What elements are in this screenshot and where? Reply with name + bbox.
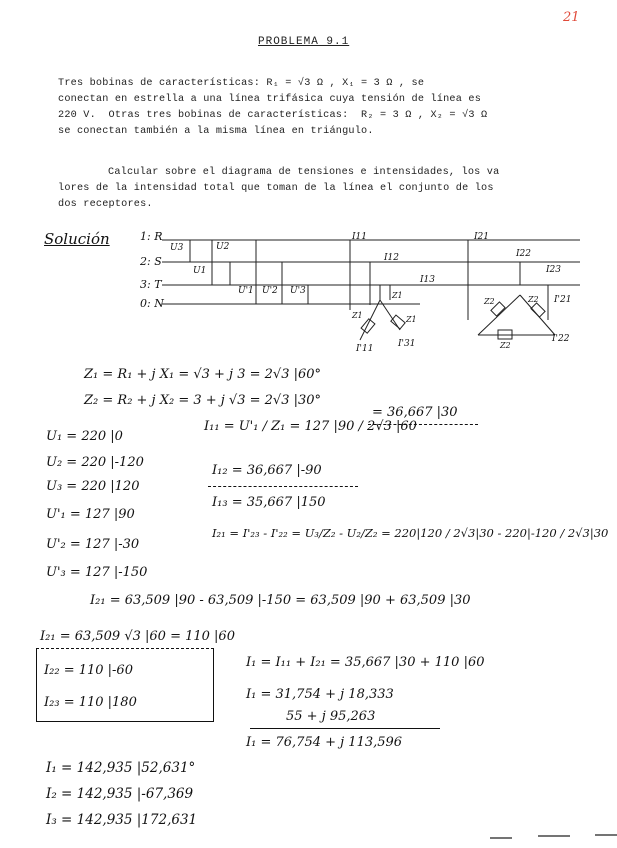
statement-line-6: lores de la intensidad total que toman de la línea el conjunto de los	[58, 183, 494, 194]
eq-i22: I₂₂ = 110 |-60	[44, 663, 133, 678]
eq-i1-b: 55 + j 95,263	[286, 709, 376, 724]
statement-line-2: conectan en estrella a una línea trifásica cuya tensión de línea es	[58, 94, 482, 105]
eq-z2: Z₂ = R₂ + j X₂ = 3 + j √3 = 2√3 |30°	[84, 393, 322, 408]
label-u-prime-3: U'3	[290, 286, 306, 296]
label-u-prime-2: U'2	[262, 286, 278, 296]
eq-i13: I₁₃ = 35,667 |150	[212, 495, 326, 510]
eq-i12: I₁₂ = 36,667 |-90	[212, 463, 322, 478]
eq-i1-a: I₁ = 31,754 + j 18,333	[246, 687, 394, 702]
label-line-s: 2: S	[140, 255, 162, 268]
label-z2-c: Z2	[500, 341, 511, 350]
label-z2-b: Z2	[528, 295, 539, 304]
eq-u2: U₂ = 220 |-120	[46, 455, 144, 470]
eq-i23: I₂₃ = 110 |180	[44, 695, 137, 710]
label-u2: U2	[216, 242, 230, 252]
label-u1: U1	[193, 266, 207, 276]
label-u-prime-1: U'1	[238, 286, 254, 296]
label-line-t: 3: T	[140, 278, 162, 291]
result-i3: I₃ = 142,935 |172,631	[46, 812, 198, 828]
eq-i11-result: = 36,667 |30	[372, 405, 458, 420]
eq-u-prime-1: U'₁ = 127 |90	[46, 507, 135, 522]
eq-z1: Z₁ = R₁ + j X₁ = √3 + j 3 = 2√3 |60°	[84, 367, 322, 382]
eq-i1-sum: I₁ = I₁₁ + I₂₁ = 35,667 |30 + 110 |60	[246, 655, 485, 670]
label-i22: I22	[516, 249, 532, 259]
eq-i21-calc: I₂₁ = 63,509 |90 - 63,509 |-150 = 63,509 |90 + 63,509 |30	[90, 593, 471, 608]
eq-i21-definition: I₂₁ = I'₂₃ - I'₂₂ = U₃/Z₂ - U₂/Z₂ = 220|120 / 2√3|30 - 220|-120 / 2√3|30	[212, 526, 609, 540]
label-line-n: 0: N	[140, 297, 164, 310]
statement-line-1: Tres bobinas de características: R₁ = √3 Ω , X₁ = 3 Ω , se	[58, 78, 425, 89]
label-z1-c: Z1	[406, 315, 417, 324]
statement-line-4: se conectan también a la misma línea en triángulo.	[58, 126, 374, 137]
eq-u3: U₃ = 220 |120	[46, 479, 140, 494]
label-z1-a: Z1	[392, 291, 403, 300]
label-i-prime-21: I'21	[554, 295, 572, 305]
eq-u-prime-2: U'₂ = 127 |-30	[46, 537, 140, 552]
label-i-prime-11: I'11	[356, 344, 374, 354]
eq-u-prime-3: U'₃ = 127 |-150	[46, 565, 148, 580]
label-z2-a: Z2	[484, 297, 495, 306]
statement-line-3: 220 V. Otras tres bobinas de características: R₂ = 3 Ω , X₂ = √3 Ω	[58, 110, 488, 121]
label-i21: I21	[474, 232, 490, 242]
label-i13: I13	[420, 275, 436, 285]
eq-i21-result: I₂₁ = 63,509 √3 |60 = 110 |60	[40, 629, 235, 644]
label-line-r: 1: R	[140, 230, 163, 243]
label-i-prime-22: I'22	[552, 334, 570, 344]
label-i23: I23	[546, 265, 562, 275]
label-i12: I12	[384, 253, 400, 263]
label-u3: U3	[170, 243, 184, 253]
solution-heading: Solución	[44, 230, 110, 248]
eq-i11: I₁₁ = U'₁ / Z₁ = 127 |90 / 2√3 |60	[204, 419, 417, 434]
problem-title: PROBLEMA 9.1	[258, 36, 350, 48]
eq-u1: U₁ = 220 |0	[46, 429, 123, 444]
label-i-prime-31: I'31	[398, 339, 416, 349]
statement-line-7: dos receptores.	[58, 199, 153, 210]
label-i11: I11	[352, 232, 368, 242]
result-i2: I₂ = 142,935 |-67,369	[46, 786, 194, 802]
page-number: 21	[563, 10, 580, 25]
eq-i1-c: I₁ = 76,754 + j 113,596	[246, 735, 403, 750]
label-z1-b: Z1	[352, 311, 363, 320]
statement-line-5: Calcular sobre el diagrama de tensiones e intensidades, los va	[108, 167, 500, 178]
result-i1: I₁ = 142,935 |52,631°	[46, 760, 196, 776]
